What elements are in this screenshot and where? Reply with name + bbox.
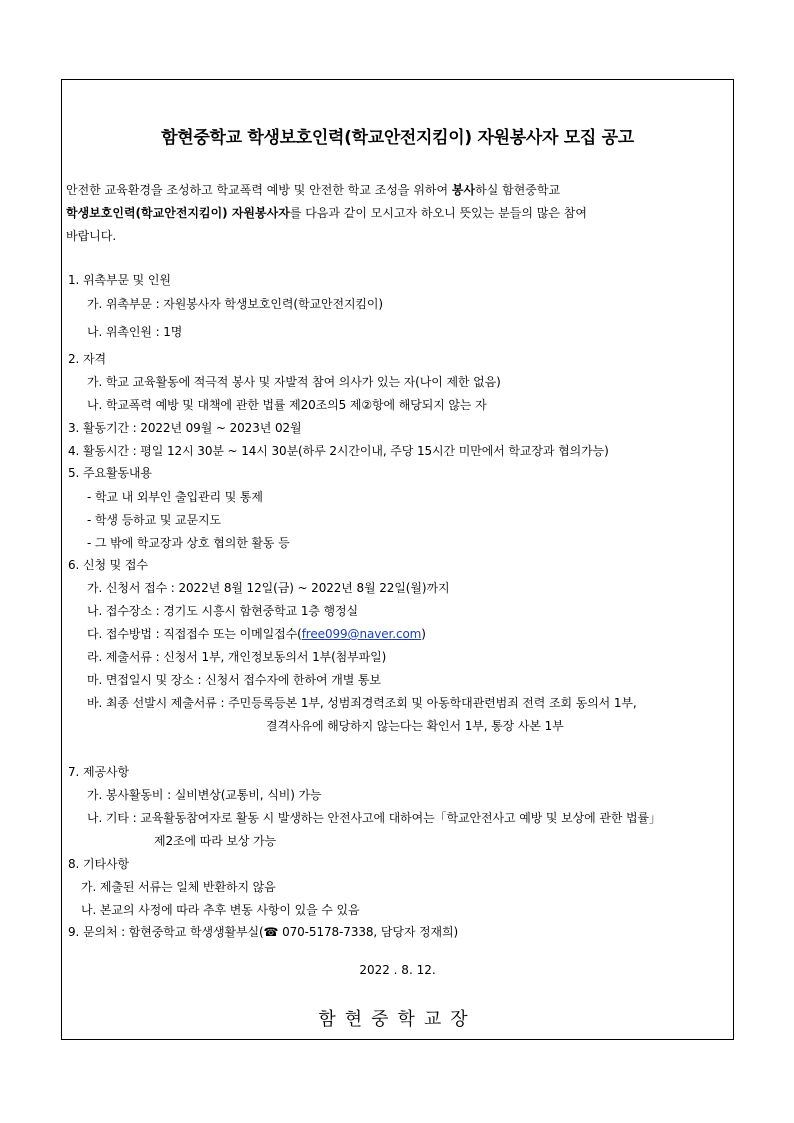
- intro-line-3: 바랍니다.: [66, 229, 117, 243]
- section-9-contact: 9. 문의처 : 함현중학교 학생생활부실(☎ 070-5178-7338, 담당자 정재희): [68, 925, 459, 939]
- email-link[interactable]: free099@naver.com: [301, 627, 422, 641]
- intro-line-2: 학생보호인력(학교안전지킴이) 자원봉사자를 다음과 같이 모시고자 하오니 뜻있는 분들의 많은 참여: [66, 206, 587, 220]
- section-7-item-b: 나. 기타 : 교육활동참여자로 활동 시 발생하는 안전사고에 대하여는「학교안전사고 예방 및 보상에 관한 법률」: [87, 811, 661, 825]
- section-8-item-a: 가. 제출된 서류는 일체 반환하지 않음: [81, 880, 276, 894]
- section-8-item-b: 나. 본교의 사정에 따라 추후 변동 사항이 있을 수 있음: [81, 903, 360, 917]
- section-2-item-b: 나. 학교폭력 예방 및 대책에 관한 법률 제20조의5 제②항에 해당되지 않는 자: [87, 398, 487, 412]
- section-7-item-a: 가. 봉사활동비 : 실비변상(교통비, 식비) 가능: [87, 788, 322, 802]
- section-7-heading: 7. 제공사항: [68, 765, 129, 779]
- section-1-heading: 1. 위촉부문 및 인원: [68, 273, 171, 287]
- section-3: 3. 활동기간 : 2022년 09월 ~ 2023년 02월: [68, 421, 302, 435]
- signer-name: 함현중학교장: [318, 1009, 477, 1030]
- section-2-heading: 2. 자격: [68, 352, 106, 366]
- section-8-heading: 8. 기타사항: [68, 857, 129, 871]
- section-2-item-a: 가. 학교 교육활동에 적극적 봉사 및 자발적 참여 의사가 있는 자(나이 제한 없음): [87, 375, 501, 389]
- section-6-item-f: 바. 최종 선발시 제출서류 : 주민등록등본 1부, 성범죄경력조회 및 아동학대관련범죄 전력 조회 동의서 1부,: [87, 696, 637, 710]
- intro-paragraph: [66, 179, 726, 248]
- section-6-heading: 6. 신청 및 접수: [68, 558, 148, 572]
- section-5-item-b: - 학생 등하교 및 교문지도: [87, 513, 222, 527]
- section-7-item-b-continued: 제2조에 따라 보상 가능: [154, 834, 277, 848]
- section-4: 4. 활동시간 : 평일 12시 30분 ~ 14시 30분(하루 2시간이내, 주당 15시간 미만에서 학교장과 협의가능): [68, 444, 609, 458]
- section-1-item-b: 나. 위촉인원 : 1명: [87, 325, 183, 339]
- section-5-item-c: - 그 밖에 학교장과 상호 협의한 활동 등: [87, 536, 290, 550]
- section-6-item-f-continued: 결격사유에 해당하지 않는다는 확인서 1부, 통장 사본 1부: [266, 719, 564, 733]
- notice-frame: [61, 79, 734, 1040]
- section-5-item-a: - 학교 내 외부인 출입관리 및 통제: [87, 490, 263, 504]
- section-1-item-a: 가. 위촉부문 : 자원봉사자 학생보호인력(학교안전지킴이): [87, 297, 383, 311]
- notice-date: 2022 . 8. 12.: [359, 963, 436, 977]
- section-6-item-b: 나. 접수장소 : 경기도 시흥시 함현중학교 1층 행정실: [87, 604, 359, 618]
- section-5-heading: 5. 주요활동내용: [68, 466, 152, 480]
- intro-line-1: 안전한 교육환경을 조성하고 학교폭력 예방 및 안전한 학교 조성을 위하여 봉사하실 함현중학교: [66, 183, 561, 197]
- section-6-item-d: 라. 제출서류 : 신청서 1부, 개인정보동의서 1부(첨부파일): [87, 650, 387, 664]
- section-6-item-c: 다. 접수방법 : 직접접수 또는 이메일접수(free099@naver.com): [87, 627, 426, 641]
- notice-title: 함현중학교 학생보호인력(학교안전지킴이) 자원봉사자 모집 공고: [161, 128, 634, 148]
- section-6-item-a: 가. 신청서 접수 : 2022년 8월 12일(금) ~ 2022년 8월 22일(월)까지: [87, 581, 450, 595]
- section-6-item-e: 마. 면접일시 및 장소 : 신청서 접수자에 한하여 개별 통보: [87, 673, 381, 687]
